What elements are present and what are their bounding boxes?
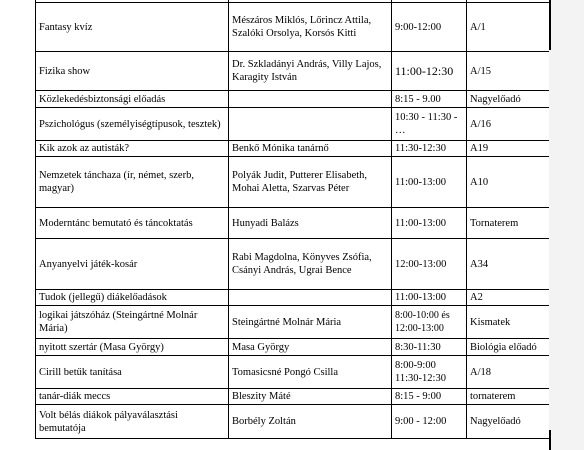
- event-presenter: [229, 290, 392, 306]
- event-time: 11:00-13:00: [392, 208, 467, 239]
- event-title: Nemzetek tánchaza (ír, német, szerb, magyar): [36, 157, 229, 208]
- event-title: Tudok (jellegű) diákelőadások: [36, 290, 229, 306]
- event-time: 9:00-12:00: [392, 3, 467, 52]
- event-presenter: Mészáros Miklós, Lőrincz Attila, Szalóki Orsolya, Korsós Kitti: [229, 3, 392, 52]
- table-row: [36, 290, 584, 306]
- table-row: [36, 306, 584, 339]
- table-row: [36, 3, 584, 52]
- event-presenter: Steingártné Molnár Mária: [229, 306, 392, 339]
- event-room: A/16: [467, 108, 584, 141]
- event-room: Nagyelőadó: [467, 91, 584, 108]
- event-time: 8:15 - 9:00: [392, 389, 467, 405]
- event-room: Biológia előadó: [467, 339, 584, 356]
- event-title: Közlekedésbiztonsági előadás: [36, 91, 229, 108]
- event-time: 11:30-12:30: [392, 141, 467, 157]
- event-title: tanár-diák meccs: [36, 389, 229, 405]
- event-presenter: Masa György: [229, 339, 392, 356]
- event-presenter: Borbély Zoltán: [229, 405, 392, 439]
- event-room: A2: [467, 290, 584, 306]
- table-row: [36, 108, 584, 141]
- event-presenter: [229, 91, 392, 108]
- table-row: [36, 157, 584, 208]
- event-time: 8:15 - 9.00: [392, 91, 467, 108]
- event-title: Anyanyelvi játék-kosár: [36, 239, 229, 290]
- event-room: A10: [467, 157, 584, 208]
- event-room: A19: [467, 141, 584, 157]
- table-row: [36, 52, 584, 91]
- event-presenter: [229, 108, 392, 141]
- table-row: [36, 405, 584, 439]
- event-presenter: Tomasicsné Pongó Csilla: [229, 356, 392, 389]
- event-presenter: Dr. Szkladányi András, Villy Lajos, Karagity István: [229, 52, 392, 91]
- page-margin-strip: [549, 0, 584, 450]
- event-time: 11:00-13:00: [392, 157, 467, 208]
- event-time: 8:30-11:30: [392, 339, 467, 356]
- event-room: Tornaterem: [467, 208, 584, 239]
- table-row: [36, 389, 584, 405]
- event-room: Nagyelőadó: [467, 405, 584, 439]
- event-title: logikai játszóház (Steingártné Molnár Mária): [36, 306, 229, 339]
- event-presenter: Rabi Magdolna, Könyves Zsófia, Csányi András, Ugrai Bence: [229, 239, 392, 290]
- margin-mark: [549, 430, 551, 450]
- table-row: [36, 356, 584, 389]
- margin-mark: [549, 0, 551, 50]
- table-row: [36, 141, 584, 157]
- event-time: 8:00-9:00 11:30-12:30: [392, 356, 467, 389]
- table-row: [36, 208, 584, 239]
- event-room: Kismatek: [467, 306, 584, 339]
- event-time: 10:30 - 11:30 - …: [392, 108, 467, 141]
- event-title: nyitott szertár (Masa György): [36, 339, 229, 356]
- event-room: tornaterem: [467, 389, 584, 405]
- event-presenter: Hunyadi Balázs: [229, 208, 392, 239]
- event-time: 8:00-10:00 és 12:00-13:00: [392, 306, 467, 339]
- event-title: Moderntánc bemutató és táncoktatás: [36, 208, 229, 239]
- event-room: A/18: [467, 356, 584, 389]
- event-room: A34: [467, 239, 584, 290]
- event-room: A/15: [467, 52, 584, 91]
- event-time: 12:00-13:00: [392, 239, 467, 290]
- table-row: [36, 239, 584, 290]
- event-room: A/1: [467, 3, 584, 52]
- event-title: Volt bélás diákok pályaválasztási bemutatója: [36, 405, 229, 439]
- schedule-sheet: [35, 0, 584, 450]
- table-row: [36, 91, 584, 108]
- event-presenter: Benkő Mónika tanárnő: [229, 141, 392, 157]
- event-presenter: Bleszity Máté: [229, 389, 392, 405]
- event-time: 11:00-12:30: [392, 52, 467, 91]
- event-title: Cirill betűk tanítása: [36, 356, 229, 389]
- event-title: Pszichológus (személyiségtípusok, tesztek): [36, 108, 229, 141]
- table-row: [36, 339, 584, 356]
- event-time: 9:00 - 12:00: [392, 405, 467, 439]
- event-title: Fizika show: [36, 52, 229, 91]
- event-time: 11:00-13:00: [392, 290, 467, 306]
- event-title: Fantasy kvíz: [36, 3, 229, 52]
- event-presenter: Polyák Judit, Putterer Elisabeth, Mohai Aletta, Szarvas Péter: [229, 157, 392, 208]
- schedule-table: [35, 0, 584, 439]
- event-title: Kik azok az autisták?: [36, 141, 229, 157]
